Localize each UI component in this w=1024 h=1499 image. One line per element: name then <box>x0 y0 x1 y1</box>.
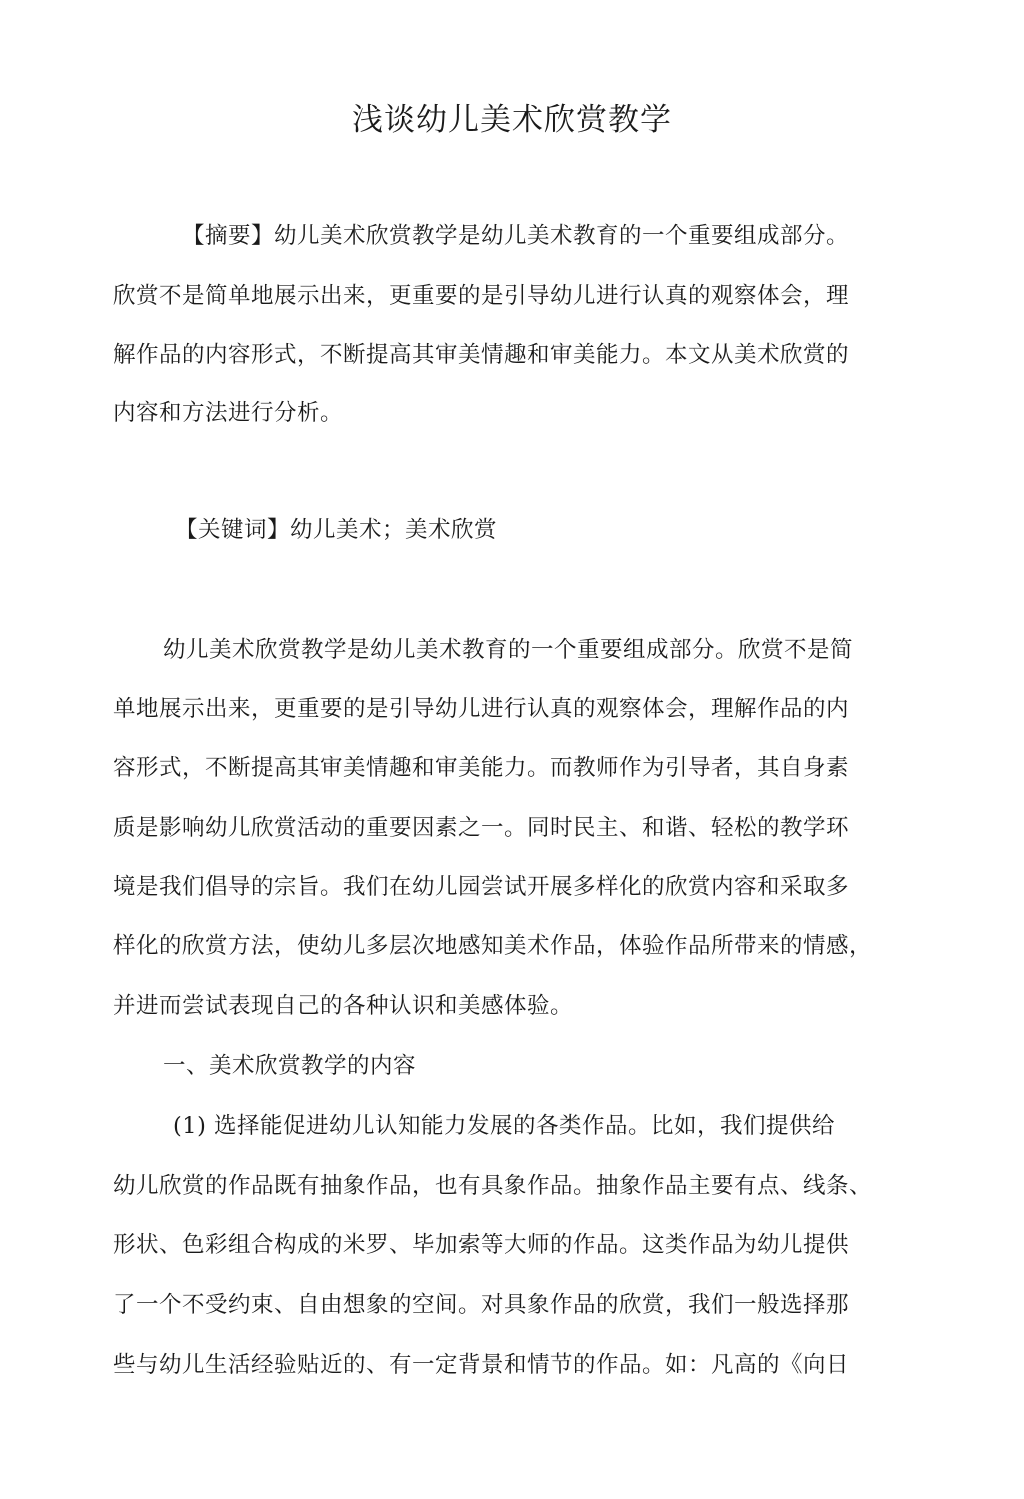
body-line: 形状、色彩组合构成的米罗、毕加索等大师的作品。这类作品为幼儿提供 <box>113 1232 850 1258</box>
body-line: 些与幼儿生活经验贴近的、有一定背景和情节的作品。如：凡高的《向日 <box>113 1352 850 1378</box>
abstract-line: 内容和方法进行分析。 <box>113 400 344 426</box>
body-line: (1) 选择能促进幼儿认知能力发展的各类作品。比如，我们提供给 <box>173 1113 836 1139</box>
keywords-line: 【关键词】幼儿美术；美术欣赏 <box>175 517 498 543</box>
body-line: 并进而尝试表现自己的各种认识和美感体验。 <box>113 993 574 1019</box>
page-title: 浅谈幼儿美术欣赏教学 <box>352 102 672 138</box>
body-line: 了一个不受约束、自由想象的空间。对具象作品的欣赏，我们一般选择那 <box>113 1292 850 1318</box>
body-line: 容形式，不断提高其审美情趣和审美能力。而教师作为引导者，其自身素 <box>113 755 850 781</box>
body-line: 幼儿美术欣赏教学是幼儿美术教育的一个重要组成部分。欣赏不是简 <box>163 637 854 663</box>
section-heading: 一、美术欣赏教学的内容 <box>163 1053 417 1079</box>
body-line: 境是我们倡导的宗旨。我们在幼儿园尝试开展多样化的欣赏内容和采取多 <box>113 874 850 900</box>
abstract-line: 解作品的内容形式，不断提高其审美情趣和审美能力。本文从美术欣赏的 <box>113 342 850 368</box>
abstract-line: 欣赏不是简单地展示出来，更重要的是引导幼儿进行认真的观察体会，理 <box>113 283 850 309</box>
body-line: 样化的欣赏方法，使幼儿多层次地感知美术作品，体验作品所带来的情感， <box>113 933 873 959</box>
abstract-line: 【摘要】幼儿美术欣赏教学是幼儿美术教育的一个重要组成部分。 <box>182 223 850 249</box>
body-line: 单地展示出来，更重要的是引导幼儿进行认真的观察体会，理解作品的内 <box>113 696 850 722</box>
body-line: 幼儿欣赏的作品既有抽象作品，也有具象作品。抽象作品主要有点、线条、 <box>113 1173 873 1199</box>
body-line: 质是影响幼儿欣赏活动的重要因素之一。同时民主、和谐、轻松的教学环 <box>113 815 850 841</box>
